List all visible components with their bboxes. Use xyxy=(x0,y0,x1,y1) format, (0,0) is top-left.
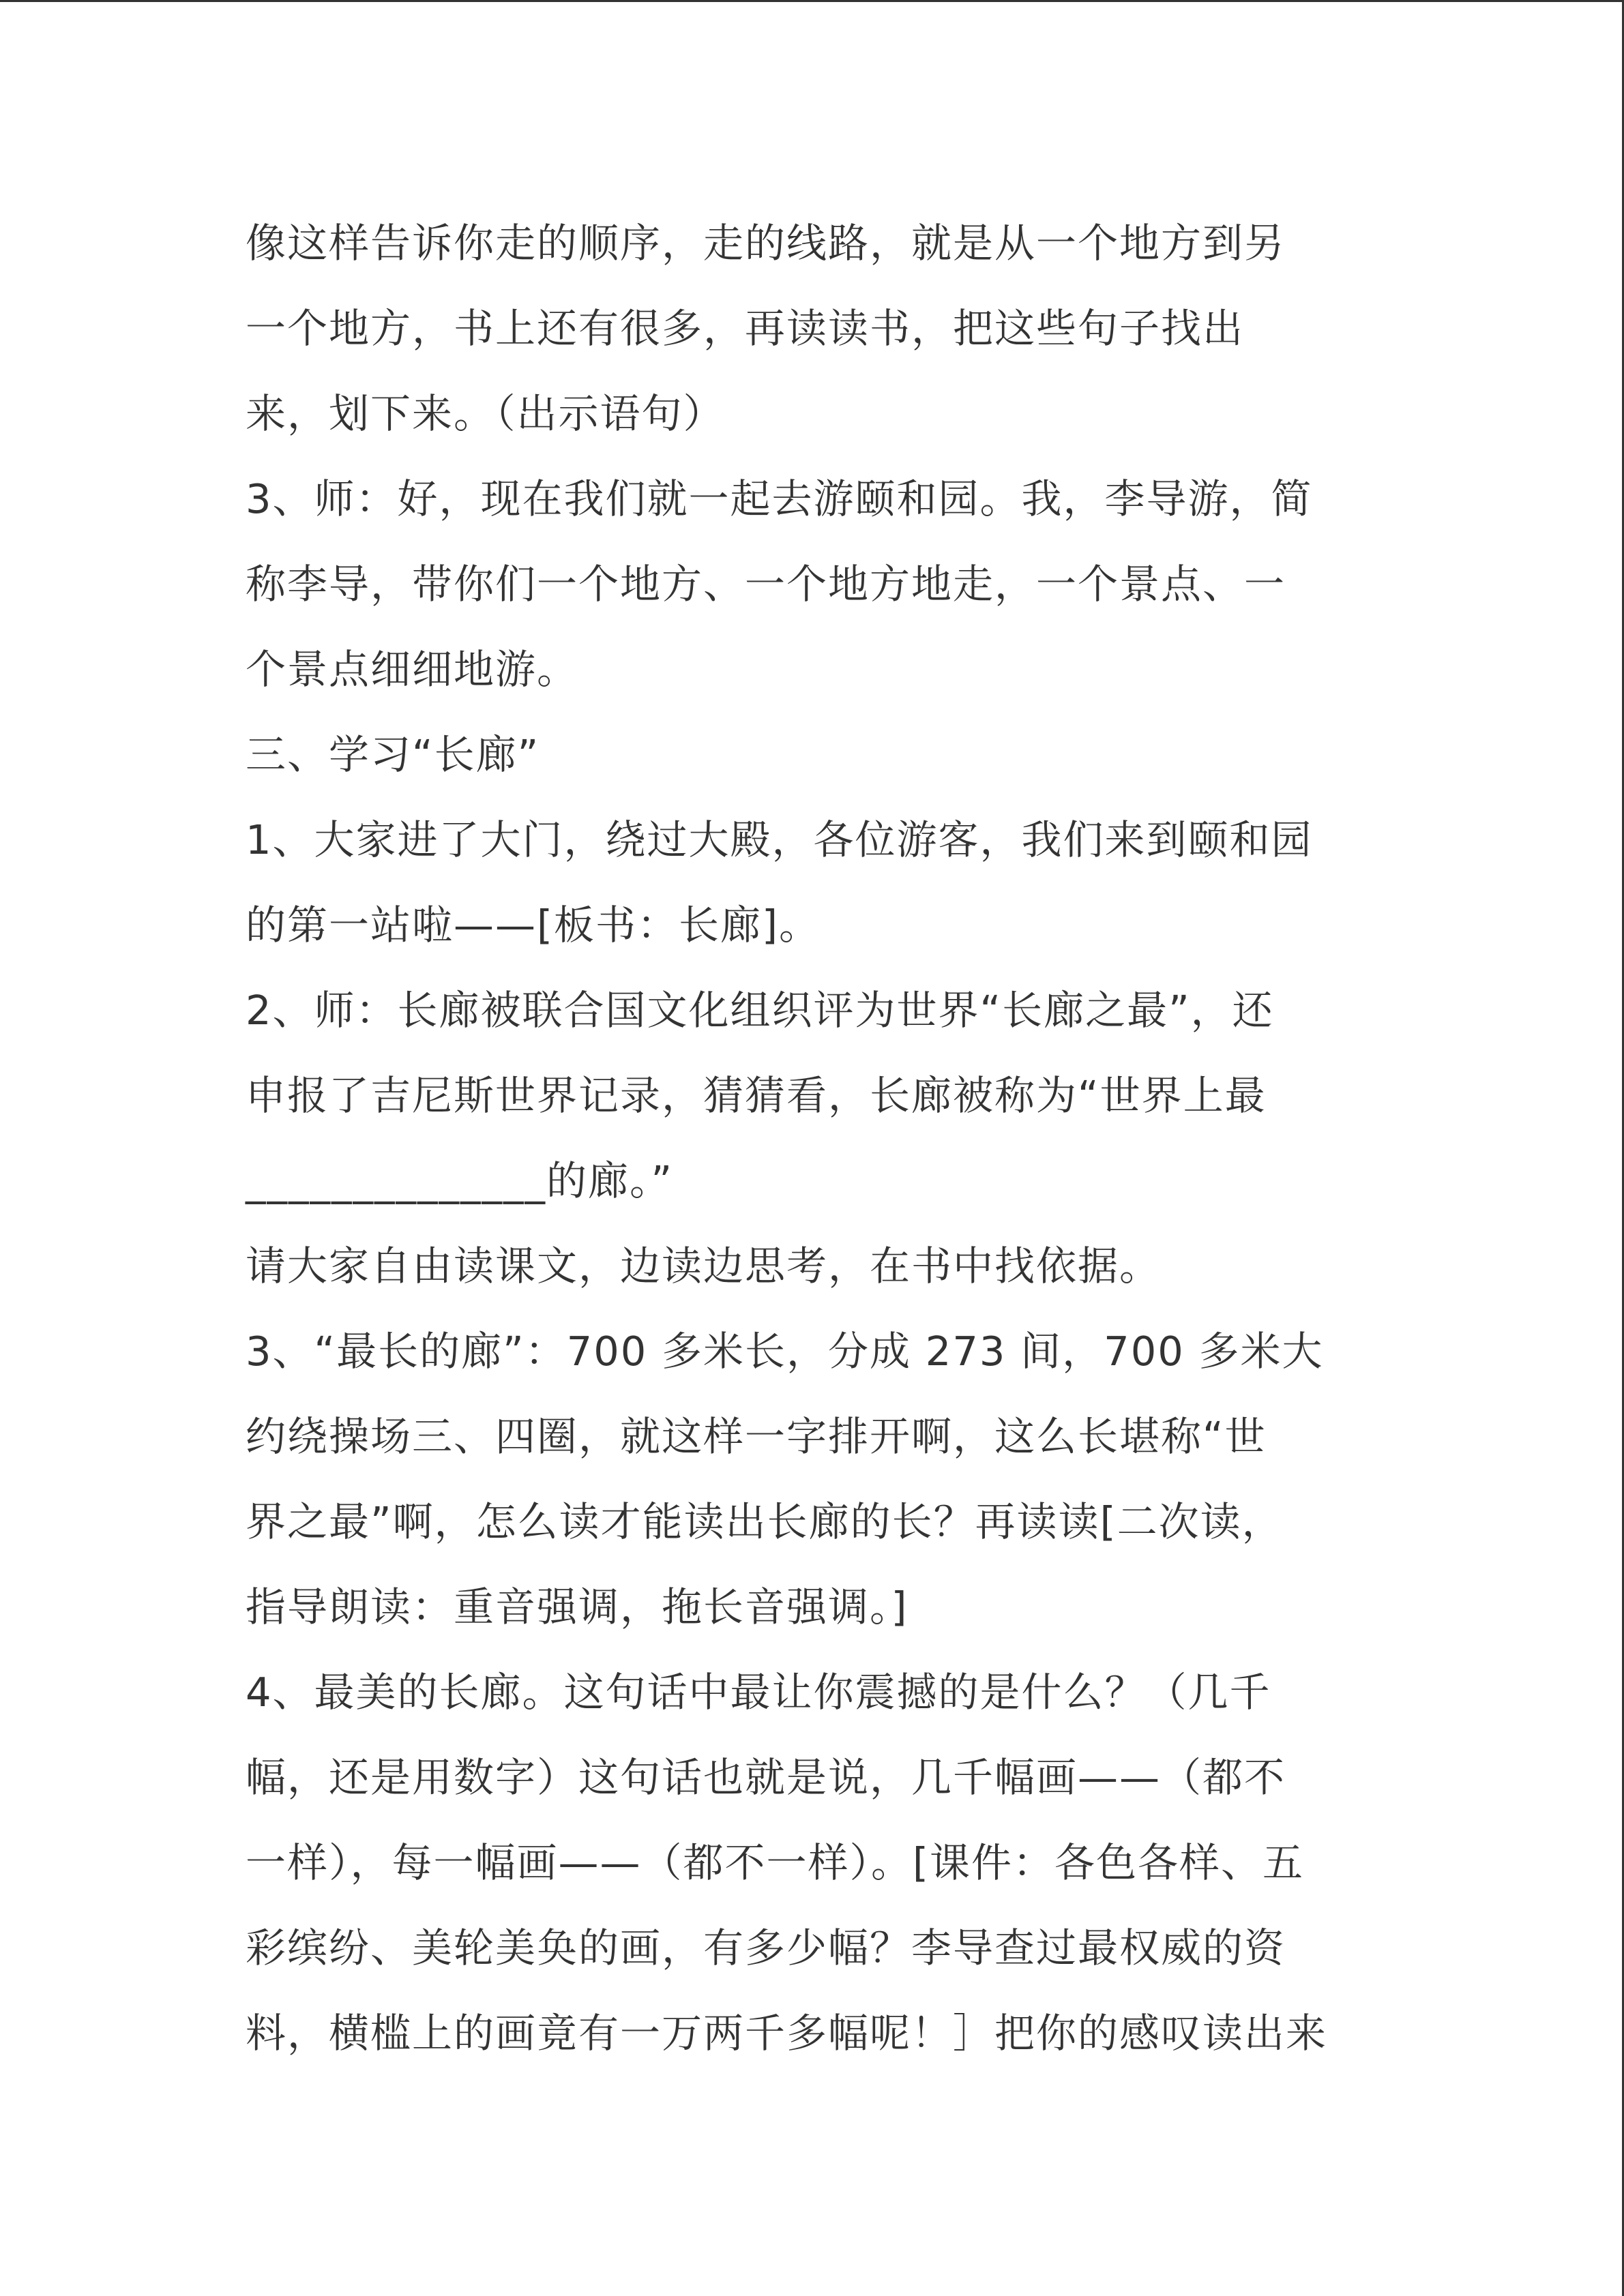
text-line-22: 料，横槛上的画竟有一万两千多幅呢！］把你的感叹读出来 xyxy=(246,2010,1328,2057)
text-line-8: 1、大家进了大门，绕过大殿，各位游客，我们来到颐和园 xyxy=(246,816,1313,863)
text-line-9: 的第一站啦——[板书：长廊]。 xyxy=(246,901,821,949)
document-body xyxy=(246,200,1391,2076)
text-line-6: 个景点细细地游。 xyxy=(246,646,579,693)
text-line-19: 幅，还是用数字）这句话也就是说，几千幅画——（都不 xyxy=(246,1754,1286,1801)
text-line-11: 申报了吉尼斯世界记录，猜猜看，长廊被称为“世界上最 xyxy=(246,1072,1267,1119)
text-line-3: 来，划下来。（出示语句） xyxy=(246,390,725,437)
fill-in-blank-line: ______________的廊。” xyxy=(246,1157,674,1204)
text-line-10: 2、师：长廊被联合国文化组织评为世界“长廊之最”，还 xyxy=(246,987,1274,1034)
text-line-20: 一样），每一幅画——（都不一样）。[课件：各色各样、五 xyxy=(246,1839,1305,1886)
text-line-15: 约绕操场三、四圈，就这样一字排开啊，这么长堪称“世 xyxy=(246,1413,1267,1460)
text-line-4: 3、师：好，现在我们就一起去游颐和园。我，李导游，简 xyxy=(246,475,1313,522)
text-line-17: 指导朗读：重音强调，拖长音强调。] xyxy=(246,1583,909,1630)
text-line-1: 像这样告诉你走的顺序，走的线路，就是从一个地方到另 xyxy=(246,220,1286,267)
text-line-13: 请大家自由读课文，边读边思考，在书中找依据。 xyxy=(246,1242,1162,1289)
text-line-14: 3、“最长的廊”：700 多米长，分成 273 间，700 多米大 xyxy=(246,1328,1324,1375)
text-line-5: 称李导，带你们一个地方、一个地方地走，一个景点、一 xyxy=(246,561,1286,608)
text-line-2: 一个地方，书上还有很多，再读读书，把这些句子找出 xyxy=(246,305,1245,352)
text-line-21: 彩缤纷、美轮美奂的画，有多少幅？李导查过最权威的资 xyxy=(246,1924,1286,1971)
text-line-16: 界之最”啊，怎么读才能读出长廊的长？再读读[二次读， xyxy=(246,1498,1284,1545)
text-line-18: 4、最美的长廊。这句话中最让你震撼的是什么？（几千 xyxy=(246,1669,1271,1716)
section-heading: 三、学习“长廊” xyxy=(246,731,540,778)
